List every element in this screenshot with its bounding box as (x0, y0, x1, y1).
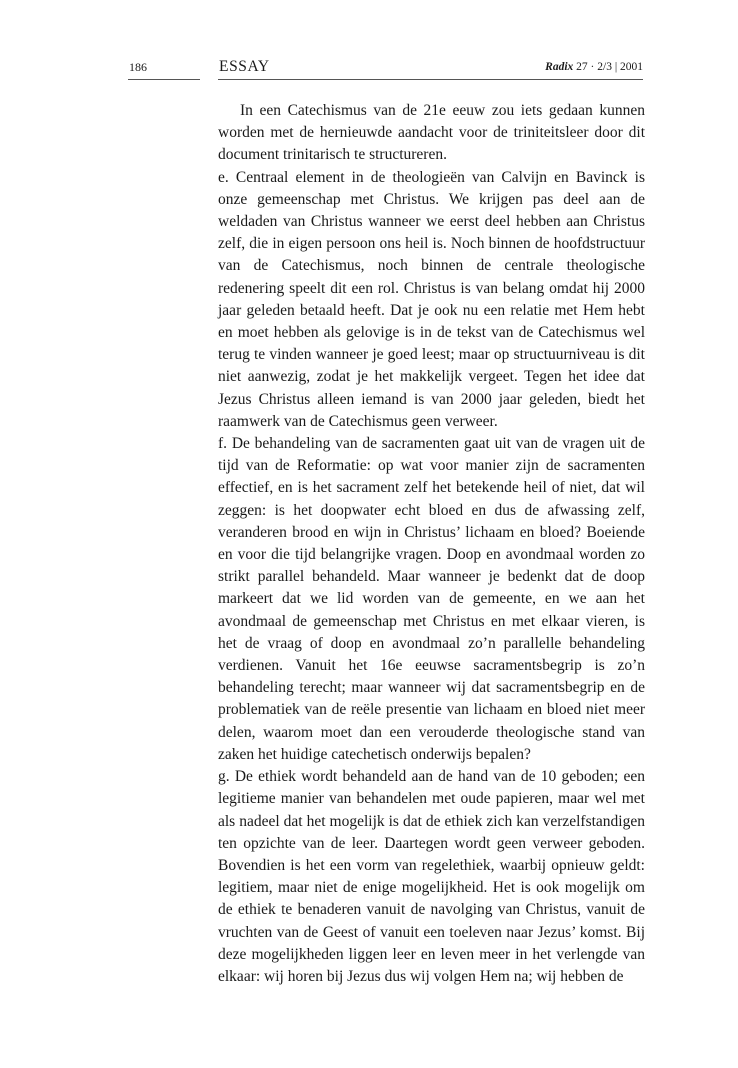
section-title: ESSAY (219, 58, 270, 75)
paragraph-g: g. De ethiek wordt behandeld aan de hand van de 10 geboden; een legitieme manier van behandelen met oude papieren, maar wel met als nadeel dat het mogelijk is dat de ethiek zich kan verzelfstandigen ten opzichte van de leer. Daartegen wordt geen verweer geboden. Bovendien is het een vorm van regelethiek, waarbij opnieuw geldt: legitiem, maar niet de enige mogelijkheid. Het is ook mogelijk om de ethiek te benaderen vanuit de navolging van Christus, vanuit de vruchten van de Geest of vanuit een toeleven naar Jezus’ komst. Bij deze mogelijkheden liggen leer en leven meer in het verlengde van elkaar: wij horen bij Jezus dus wij volgen Hem na; wij hebben de (218, 768, 645, 985)
page-number: 186 (129, 60, 147, 74)
paragraph-f: f. De behandeling van de sacramenten gaat uit van de vragen uit de tijd van de Reformatie: op wat voor manier zijn de sacramenten effectief, en is het sacrament zelf het betekende heil of niet, dat wil zeggen: is het doopwater echt bloed en dus de afwassing zelf, veranderen brood en wijn in Christus’ lichaam en bloed? Boeiende en voor die tijd belangrijke vragen. Doop en avondmaal worden zo strikt parallel behandeld. Maar wanneer je bedenkt dat de doop markeert dat we lid worden van de gemeente, en we aan het avondmaal de gemeenschap met Christus en met elkaar vieren, is het de vraag of doop en avondmaal zo’n parallelle behandeling verdienen. Vanuit het 16e eeuwse sacramentsbegrip is zo’n behandeling terecht; maar wanneer wij dat sacramentsbegrip en de problematiek van de reële presentie van lichaam en bloed niet meer delen, waarom moet dan een verouderde theologische stand van zaken het huidige catechetisch onderwijs bepalen? (218, 435, 645, 763)
journal-reference (545, 61, 643, 73)
paragraph-intro: In een Catechismus van de 21e eeuw zou iets gedaan kunnen worden met de hernieuwde aandacht voor de triniteitsleer door dit document trinitarisch te structureren. (218, 102, 645, 164)
journal-name: Radix (545, 61, 574, 73)
running-header (0, 58, 738, 82)
journal-issue: 27 · 2/3 | 2001 (576, 61, 643, 73)
header-rule-left (128, 79, 200, 80)
article-body (218, 100, 645, 988)
paragraph-e: e. Centraal element in de theologieën van Calvijn en Bavinck is onze gemeenschap met Christus. We krijgen pas deel aan de weldaden van Christus wanneer we eerst deel hebben aan Christus zelf, die in eigen persoon ons heil is. Noch binnen de hoofdstructuur van de Catechismus, noch binnen de centrale theologische redenering speelt dit een rol. Christus is van belang omdat hij 2000 jaar geleden betaald heeft. Dat je ook nu een relatie met Hem hebt en moet hebben als gelovige is in de tekst van de Catechismus wel terug te vinden wanneer je goed leest; maar op structuurniveau is dit niet aanwezig, zodat je het makkelijk vergeet. Tegen het idee dat Jezus Christus alleen iemand is van 2000 jaar geleden, biedt het raamwerk van de Catechismus geen verweer. (218, 168, 645, 430)
header-rule-right (218, 79, 643, 80)
